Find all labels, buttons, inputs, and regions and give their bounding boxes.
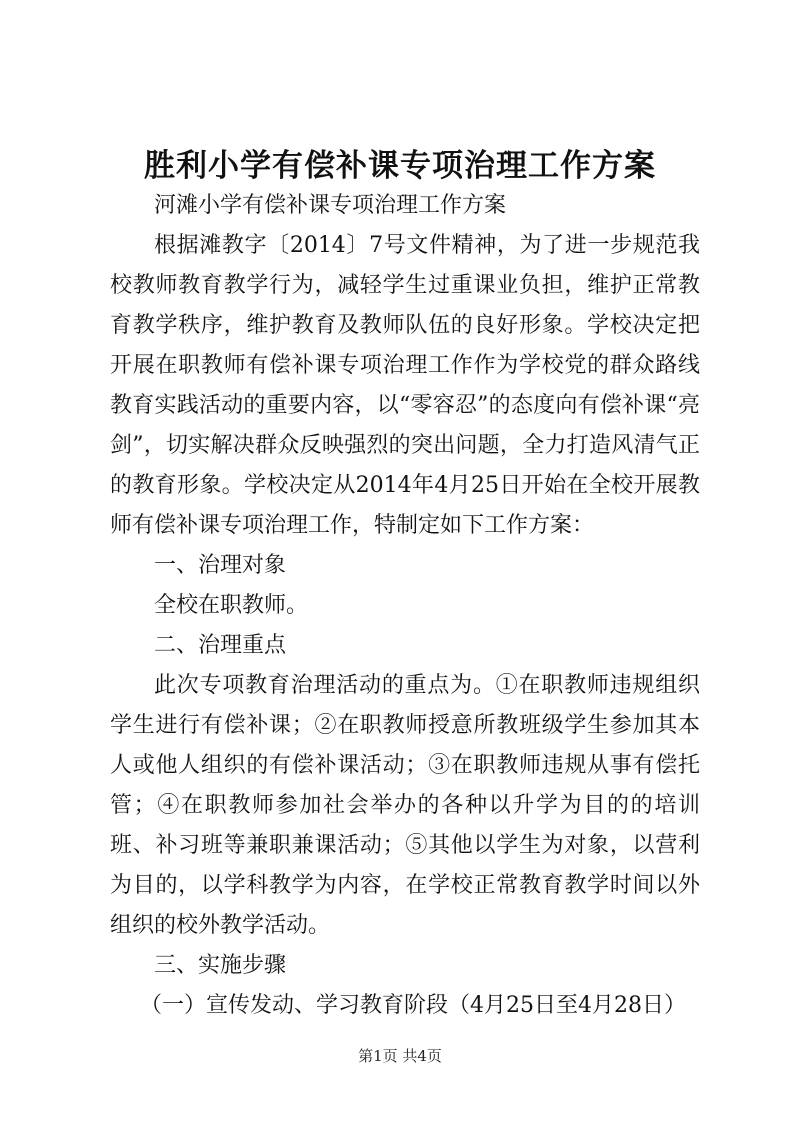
paragraph-target: 全校在职教师。 (154, 593, 309, 618)
section-heading-3: 三、实施步骤 (154, 953, 287, 978)
page-footer: 第1页 共4页 (358, 1047, 442, 1065)
section-heading-1: 一、治理对象 (154, 553, 287, 578)
paragraph-intro: 根据滩教字〔2014〕7号文件精神，为了进一步规范我校教师教育教学行为，减轻学生过重课业负担，维护正常教育教学秩序，维护教育及教师队伍的良好形象。学校决定把开展在职教师有偿补课专项治理工作作为学校党的群众路线教育实践活动的重要内容，以“零容忍”的态度向有偿补课“亮剑”，切实解决群众反映强烈的突出问题，全力打造风清气正的教育形象。学校决定从2014年4月25日开始在全校开展教师有偿补课专项治理工作，特制定如下工作方案： (110, 233, 700, 538)
document-body (110, 186, 700, 1026)
subtitle: 河滩小学有偿补课专项治理工作方案 (154, 193, 507, 218)
subsection-heading-1: （一）宣传发动、学习教育阶段（4月25日至4月28日） (140, 993, 686, 1018)
paragraph-focus: 此次专项教育治理活动的重点为。①在职教师违规组织学生进行有偿补课；②在职教师授意所教班级学生参加其本人或他人组织的有偿补课活动；③在职教师违规从事有偿托管；④在职教师参加社会举办的各种以升学为目的的培训班、补习班等兼职兼课活动；⑤其他以学生为对象，以营利为目的，以学科教学为内容，在学校正常教育教学时间以外组织的校外教学活动。 (110, 673, 700, 938)
section-heading-2: 二、治理重点 (154, 633, 287, 658)
document-title: 胜利小学有偿补课专项治理工作方案 (144, 148, 656, 184)
